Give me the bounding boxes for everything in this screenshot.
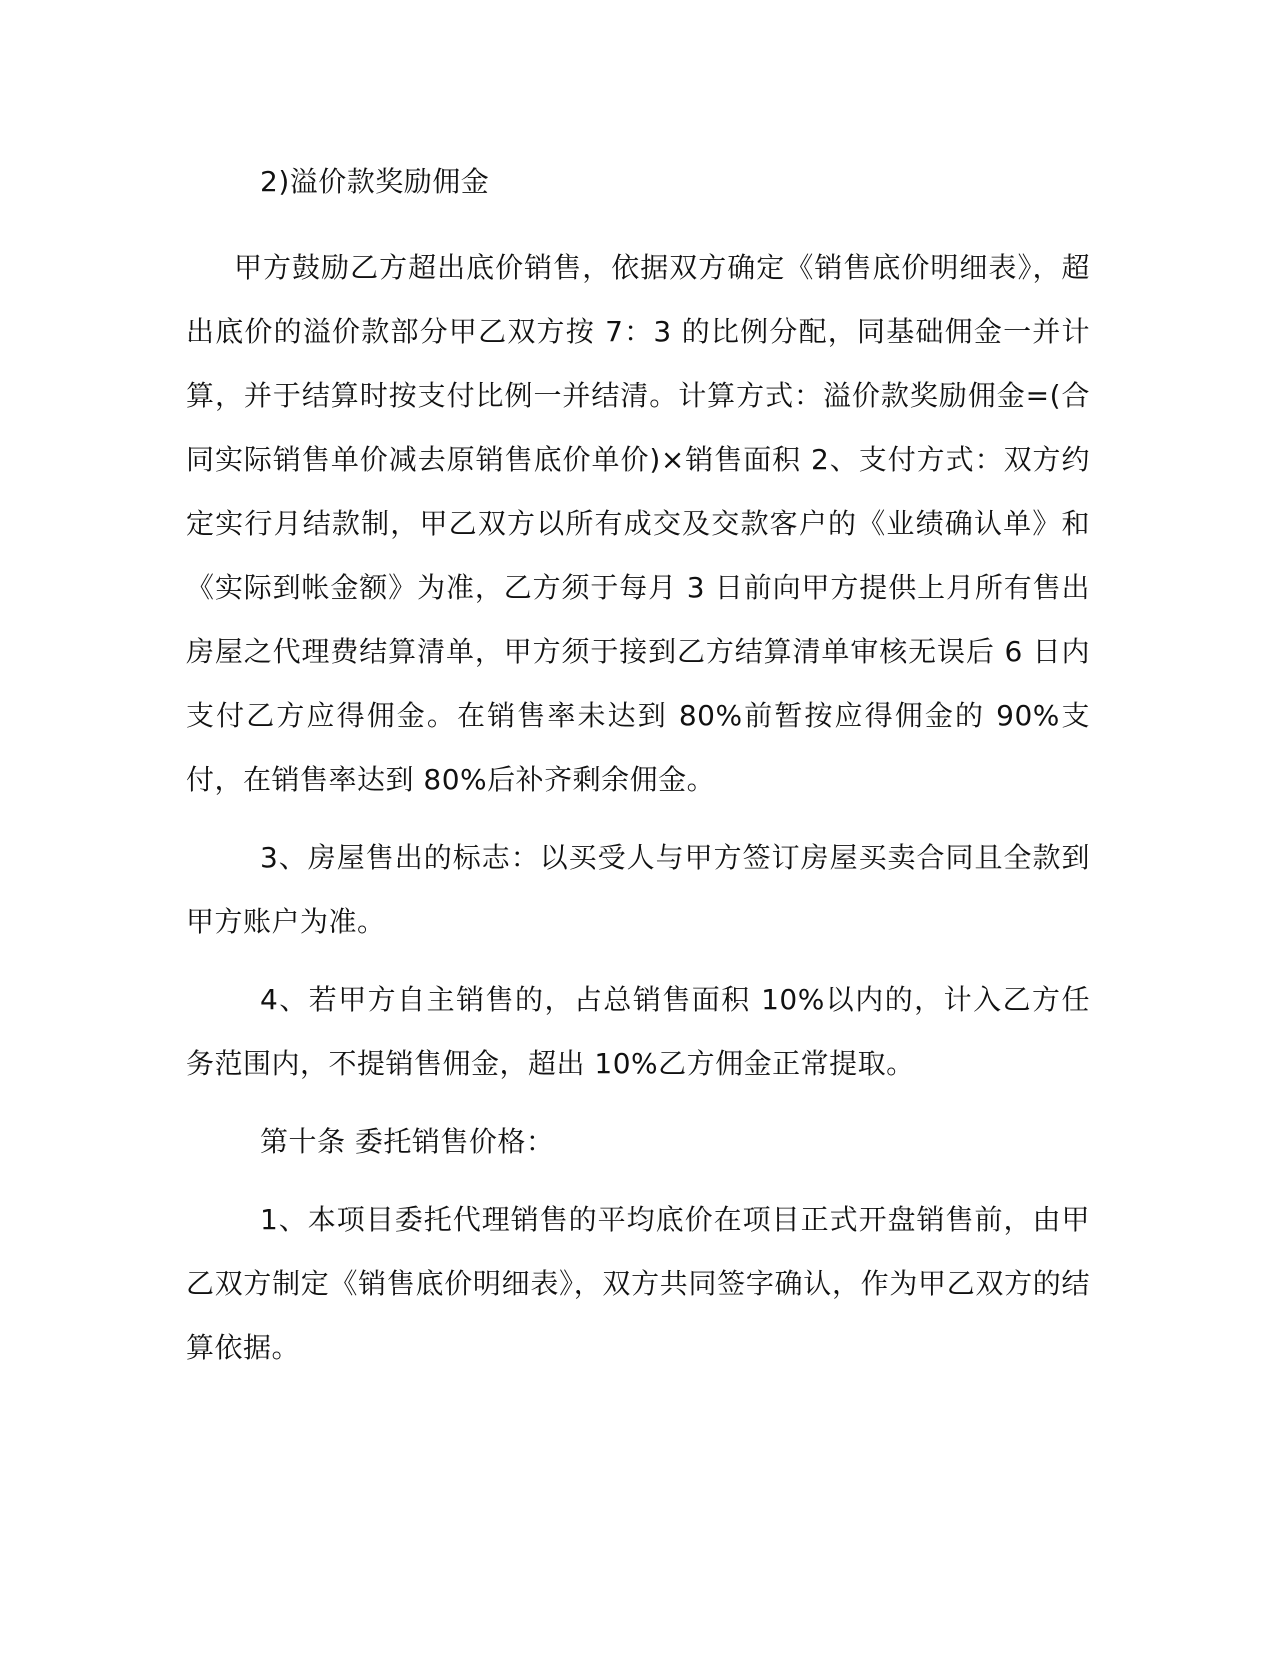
document-body [186,150,1090,1380]
paragraph-self-sales: 4、若甲方自主销售的，占总销售面积 10%以内的，计入乙方任务范围内，不提销售佣金，超出 10%乙方佣金正常提取。 [186,983,1090,1080]
paragraph-premium-commission-heading: 2)溢价款奖励佣金 [260,165,490,198]
article-ten-heading: 第十条 委托销售价格： [260,1125,555,1158]
paragraph-base-price: 1、本项目委托代理销售的平均底价在项目正式开盘销售前，由甲乙双方制定《销售底价明细表》，双方共同签字确认，作为甲乙双方的结算依据。 [186,1203,1090,1364]
paragraph-premium-commission-and-payment: 甲方鼓励乙方超出底价销售，依据双方确定《销售底价明细表》，超出底价的溢价款部分甲乙双方按 7：3 的比例分配，同基础佣金一并计算，并于结算时按支付比例一并结清。计算方式：溢价款奖励佣金=(合同实际销售单价减去原销售底价单价)×销售面积 2、支付方式：双方约定实行月结款制，甲乙双方以所有成交及交款客户的《业绩确认单》和《实际到帐金额》为准，乙方须于每月 3 日前向甲方提供上月所有售出房屋之代理费结算清单，甲方须于接到乙方结算清单审核无误后 6 日内支付乙方应得佣金。在销售率未达到 80%前暂按应得佣金的 90%支付，在销售率达到 80%后补齐剩余佣金。 [186,251,1090,796]
paragraph-sale-criteria: 3、房屋售出的标志：以买受人与甲方签订房屋买卖合同且全款到甲方账户为准。 [186,841,1090,938]
